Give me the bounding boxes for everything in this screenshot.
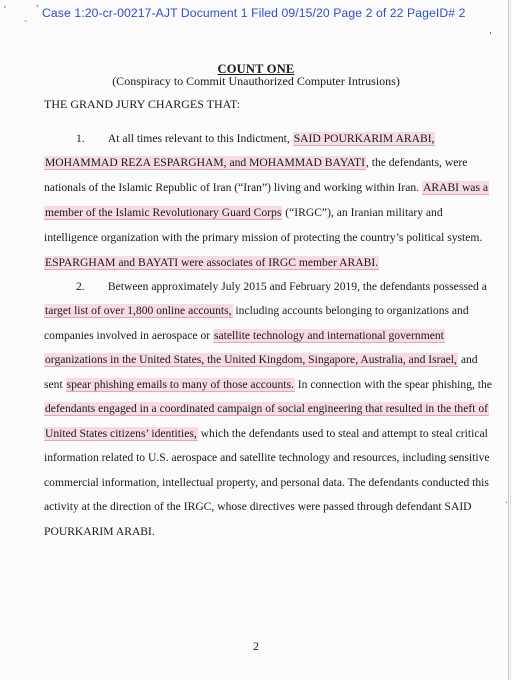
- body-text: nationals of the Islamic Republic of Iran (“Iran”) living and working within Iran.: [44, 181, 422, 194]
- paragraph2-line: [44, 451, 490, 464]
- highlighted-text: MOHAMMAD REZA ESPARGHAM, and MOHAMMAD BAYATI: [45, 156, 365, 169]
- body-text: intelligence organization with the primary mission of protecting the country’s political system.: [44, 231, 483, 244]
- highlighted-text: ESPARGHAM and BAYATI were associates of IRGC member ARABI.: [45, 256, 379, 269]
- grand-jury-charges: THE GRAND JURY CHARGES THAT:: [44, 97, 241, 111]
- highlighted-text: satellite technology and international government: [214, 329, 444, 342]
- body-text: (“IRGC”), an Iranian military and: [282, 206, 443, 219]
- highlighted-text: defendants engaged in a coordinated campaign of social engineering that resulted in the theft of: [45, 402, 488, 415]
- scan-mark: ·: [505, 497, 509, 508]
- body-text: and: [457, 353, 478, 366]
- scan-mark: `: [24, 20, 28, 31]
- body-text: sent: [44, 378, 66, 391]
- paragraph2-line: [44, 378, 492, 391]
- highlighted-text: ARABI was a: [422, 181, 489, 194]
- page-number: 2: [253, 639, 259, 653]
- scan-mark: ,: [489, 25, 492, 36]
- body-text: including accounts belonging to organizations and: [232, 304, 469, 317]
- highlighted-text: SAID POURKARIM ARABI,: [293, 132, 435, 145]
- count-title: COUNT ONE: [217, 62, 295, 76]
- paragraph2-line: [44, 525, 155, 538]
- highlighted-text: target list of over 1,800 online accounts,: [45, 304, 232, 317]
- scan-mark: ’: [36, 4, 39, 15]
- body-text: activity at the direction of the IRGC, whose directives were passed through defendant SAID: [44, 500, 472, 513]
- count-subtitle: (Conspiracy to Commit Unauthorized Computer Intrusions): [112, 74, 400, 88]
- paragraph2-line: [44, 500, 472, 513]
- paragraph1-line: [44, 256, 379, 269]
- highlighted-text: spear phishing emails to many of those accounts.: [66, 378, 294, 391]
- highlighted-text: organizations in the United States, the United Kingdom, Singapore, Australia, and Israel,: [45, 353, 457, 366]
- paragraph2-line: [44, 427, 488, 440]
- paragraph2-line: [44, 402, 489, 415]
- paragraph1-line: [44, 206, 443, 219]
- body-text: companies involved in aerospace or: [44, 329, 214, 342]
- highlighted-text: United States citizens’ identities,: [45, 427, 197, 440]
- paragraph1-line: [44, 156, 467, 169]
- paragraph2-line: [76, 280, 487, 293]
- paragraph2-line: [44, 304, 469, 317]
- body-text: In connection with the spear phishing, the: [294, 378, 492, 391]
- body-text: information related to U.S. aerospace and satellite technology and resources, including sensitive: [44, 451, 490, 464]
- body-text: which the defendants used to steal and attempt to steal critical: [197, 427, 488, 440]
- paragraph2-line: [44, 476, 489, 489]
- page-edge-shadow: [510, 0, 511, 680]
- paragraph1-line: [44, 231, 482, 244]
- body-text: 2. Between approximately July 2015 and February 2019, the defendants possessed a: [76, 280, 487, 293]
- scan-mark: ': [4, 5, 6, 16]
- paragraph1-line: [44, 181, 489, 194]
- paragraph2-line: [44, 329, 445, 342]
- paragraph2-line: [44, 353, 478, 366]
- body-text: POURKARIM ARABI.: [44, 525, 155, 538]
- body-text: commercial information, intellectual property, and personal data. The defendants conducted this: [44, 476, 489, 489]
- body-text: , the defendants, were: [365, 156, 468, 169]
- highlighted-text: member of the Islamic Revolutionary Guard Corps: [45, 206, 282, 219]
- page-edge: [508, 0, 509, 680]
- body-text: 1. At all times relevant to this Indictment,: [76, 132, 293, 145]
- paragraph1-line: [76, 132, 435, 145]
- case-header: Case 1:20-cr-00217-AJT Document 1 Filed 09/15/20 Page 2 of 22 PageID# 2: [42, 6, 466, 20]
